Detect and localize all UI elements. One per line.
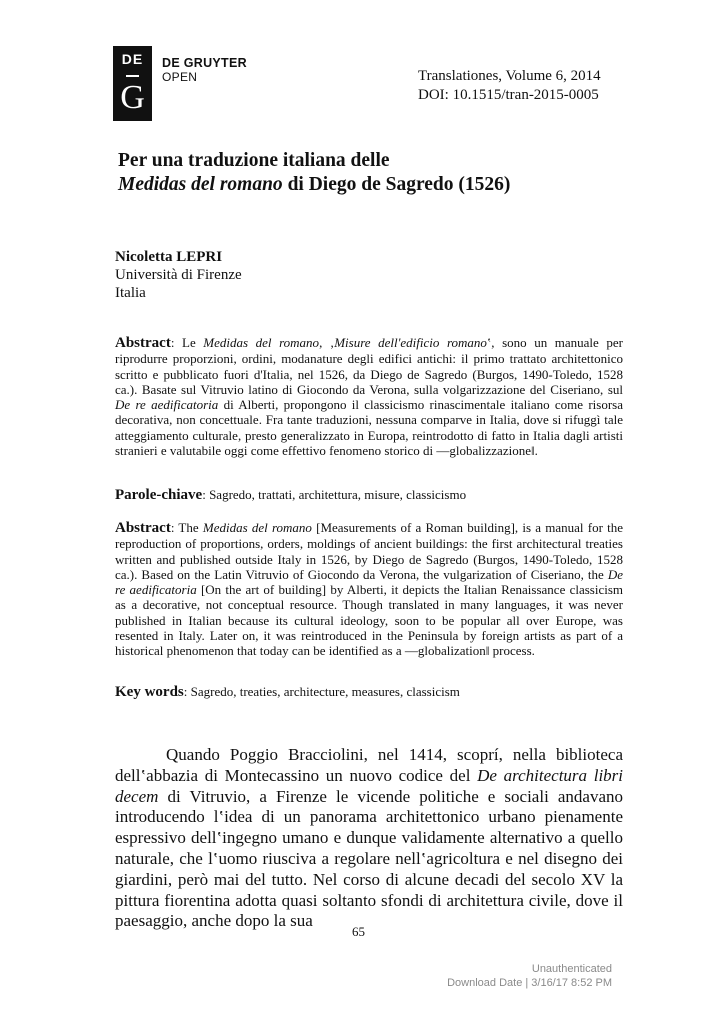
author-block: [115, 248, 242, 302]
abstract-it-italic: Medidas del romano: [203, 335, 320, 350]
abstract-it-text: ‛, sono un manuale per riprodurre proporzioni, ordini, modanature degli edifici antichi: il primo trattato architettonico scritto e pubblicato fuori d'Italia, nel 1526, da Diego de Sagredo (Burgos, 1490-Toledo, 1528 ca.). Basate sul Vitruvio latino di Giocondo da Verona, sulla volgarizzazione del Ciseriano, sul: [115, 335, 623, 397]
abstract-en-italic: De re aedificatoria: [115, 566, 623, 598]
page-number: 65: [352, 924, 365, 939]
abstract-en-label: Abstract: [115, 520, 171, 536]
journal-doi: DOI: 10.1515/tran-2015-0005: [418, 87, 599, 103]
abstract-en-text: : The: [170, 520, 203, 535]
title-line-1: Per una traduzione italiana delle: [118, 150, 390, 171]
abstract-en-text: [Measurements of a Roman building], is a manual for the reproduction of proportions, orders, moldings of ancient buildings: the first architectural treaties written and published outside Italy in 1526, by Diego de Sagredo (Burgos, 1490-Toledo, 1528 ca.). Based on the Latin Vitruvio of Giocondo da Verona, the vulgarization of Ciseriano, the: [115, 520, 623, 582]
publisher-sub: OPEN: [162, 70, 198, 84]
abstract-en-italic: Medidas del romano: [202, 520, 312, 535]
author-name: Nicoletta LEPRI: [115, 249, 223, 265]
abstract-it-italic: De re aedificatoria: [115, 397, 219, 413]
author-country: Italia: [115, 285, 146, 301]
body-paragraph-1: [115, 745, 623, 932]
keywords-it-label: Parole-chiave: [115, 487, 203, 503]
keywords-english: [115, 684, 623, 701]
title-italic: Medidas del romano: [118, 174, 283, 195]
abstract-it-text: , ‚: [319, 335, 335, 350]
watermark-download-date: Download Date | 3/16/17 8:52 PM: [447, 977, 612, 989]
logo-g-text: G: [120, 79, 145, 116]
body-paragraph: [115, 745, 623, 932]
body-text: di Vitruvio, a Firenze le vicende politiche e sociali andavano introducendo l‛idea di un panorama architettonico urbano pienamente espressivo dell‛ingegno umano e dunque validamente alternativo a quello naturale, che l‛uomo riusciva a regolare nell‛agricoltura e nel disegno dei giardini, però mai del tutto. Nel corso di alcune decadi del secolo XV la pittura fiorentina adotta quasi soltanto sfondi di architettura civile, dove il paesaggio, anche dopo la sua: [115, 786, 623, 931]
keywords-en-text: : Sagredo, treaties, architecture, measures, classicism: [183, 684, 460, 699]
abstract-it-italic: Misure dell'edificio romano: [334, 335, 487, 350]
abstract-it-text: di Alberti, propongono il classicismo rinascimentale italiano come risorsa decorativa, non concettuale. Fra tante traduzioni, nessuna comparve in Italia, dove si rifuggì tale atteggiamento culturale, presto generalizzato in Europa, reintrodotto di fatto in Italia dagli artisti stranieri e valutabile oggi come effettivo fenomeno storico di ―globalizzazione‖.: [115, 397, 623, 459]
abstract-it-text: : Le: [170, 335, 204, 350]
journal-info: [418, 67, 601, 105]
logo-divider: [126, 75, 139, 77]
article-title: [118, 149, 510, 197]
journal-volume: Translationes, Volume 6, 2014: [418, 68, 601, 84]
author-affiliation: Università di Firenze: [115, 267, 242, 283]
publisher-logo: [113, 46, 152, 121]
body-text: Quando Poggio Bracciolini, nel 1414, scoprí, nella biblioteca dell‛abbazia di Montecassino un nuovo codice del: [115, 745, 623, 785]
logo-de-text: DE: [121, 51, 144, 67]
abstract-english: [115, 520, 623, 659]
publisher-name: DE GRUYTER: [162, 56, 247, 70]
watermark-unauthenticated: Unauthenticated: [531, 963, 612, 975]
abstract-it-label: Abstract: [115, 335, 171, 351]
keywords-it-text: : Sagredo, trattati, architettura, misure, classicismo: [202, 487, 467, 502]
abstract-en-text: [On the art of building] by Alberti, it depicts the Italian Renaissance classicism as a decorative, not conceptual resource. Though translated in many languages, it was never published in Italian because its cultural ideology, soon to be popular all over Europe, was resented in Italy. Later on, it was reintroduced in the Peninsula by foreign artists as part of a historical phenomenon that today can be identified as a ―globalization‖ process.: [115, 582, 623, 659]
title-line-2: [118, 173, 510, 197]
title-rest: di Diego de Sagredo (1526): [282, 174, 511, 195]
keywords-italian: [115, 487, 623, 504]
abstract-italian: [115, 335, 623, 458]
keywords-en-label: Key words: [115, 684, 184, 700]
body-italic: De architectura libri decem: [115, 765, 624, 806]
